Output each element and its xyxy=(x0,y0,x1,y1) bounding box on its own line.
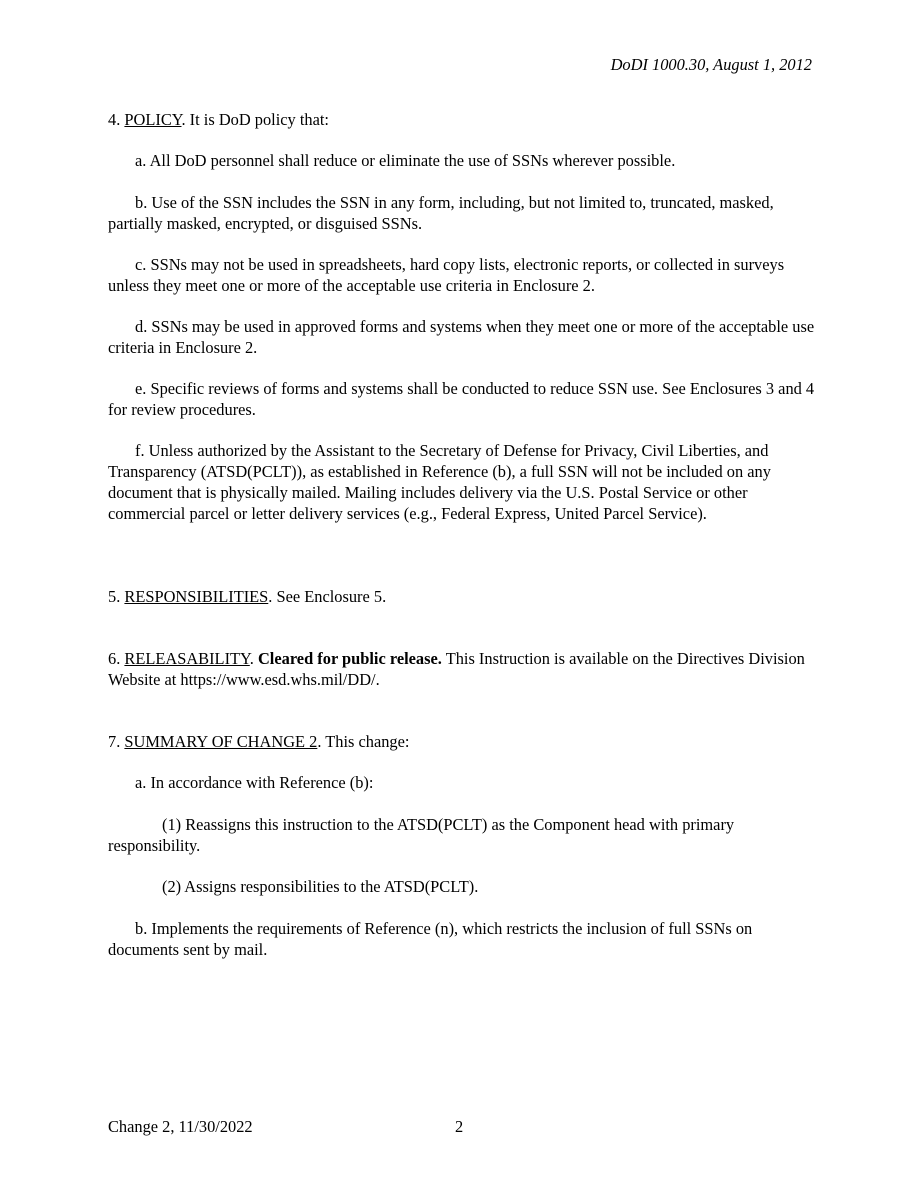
change-item-b: b. Implements the requirements of Reference (n), which restricts the inclusion of full SSNs on documents sent by mail. xyxy=(108,919,753,959)
change-item-a1: (1) Reassigns this instruction to the ATSD(PCLT) as the Component head with primary responsibility. xyxy=(108,815,735,855)
separator: . xyxy=(249,649,258,668)
policy-item-b: b. Use of the SSN includes the SSN in any form, including, but not limited to, truncated, masked, partially masked, encrypted, or disguised SSNs. xyxy=(108,193,774,233)
section-5-heading xyxy=(108,586,816,607)
release-statement: Cleared for public release. xyxy=(257,649,442,668)
policy-item-e: e. Specific reviews of forms and systems shall be conducted to reduce SSN use. See Enclosures 3 and 4 for review procedures. xyxy=(108,379,815,419)
section-title: SUMMARY OF CHANGE 2 xyxy=(124,732,318,751)
section-number: 6. xyxy=(108,649,121,668)
document-header: DoDI 1000.30, August 1, 2012 xyxy=(610,55,812,74)
section-6-paragraph xyxy=(108,648,816,690)
policy-item-c: c. SSNs may not be used in spreadsheets, hard copy lists, electronic reports, or collected in surveys unless they meet one or more of the acceptable use criteria in Enclosure 2. xyxy=(108,255,785,295)
footer-change-date: Change 2, 11/30/2022 xyxy=(108,1117,253,1136)
section-text: This Instruction is available on the Directives Division Website at https://www.esd.whs.mil/DD/. xyxy=(108,649,805,689)
policy-item-f: f. Unless authorized by the Assistant to the Secretary of Defense for Privacy, Civil Liberties, and Transparency (ATSD(PCLT)), as established in Reference (b), a full SSN will not be included on any document that is physically mailed. Mailing includes delivery via the U.S. Postal Service or other commercial parcel or letter delivery services (e.g., Federal Express, United Parcel Service). xyxy=(108,441,771,523)
section-intro: . It is DoD policy that: xyxy=(181,110,329,129)
section-text: . See Enclosure 5. xyxy=(268,587,387,606)
change-item-a2: (2) Assigns responsibilities to the ATSD(PCLT). xyxy=(162,877,479,896)
section-number: 5. xyxy=(108,587,121,606)
footer-page-number: 2 xyxy=(455,1117,464,1136)
section-4-heading xyxy=(108,109,816,130)
section-title: RESPONSIBILITIES xyxy=(124,587,269,606)
policy-item-d: d. SSNs may be used in approved forms and systems when they meet one or more of the acceptable use criteria in Enclosure 2. xyxy=(108,317,815,357)
change-item-a: a. In accordance with Reference (b): xyxy=(135,773,374,792)
policy-item-a: a. All DoD personnel shall reduce or eliminate the use of SSNs wherever possible. xyxy=(135,151,676,170)
section-title: POLICY xyxy=(124,110,182,129)
section-7-heading xyxy=(108,731,816,752)
section-title: RELEASABILITY xyxy=(124,649,250,668)
section-number: 7. xyxy=(108,732,121,751)
section-number: 4. xyxy=(108,110,121,129)
section-intro: . This change: xyxy=(317,732,410,751)
